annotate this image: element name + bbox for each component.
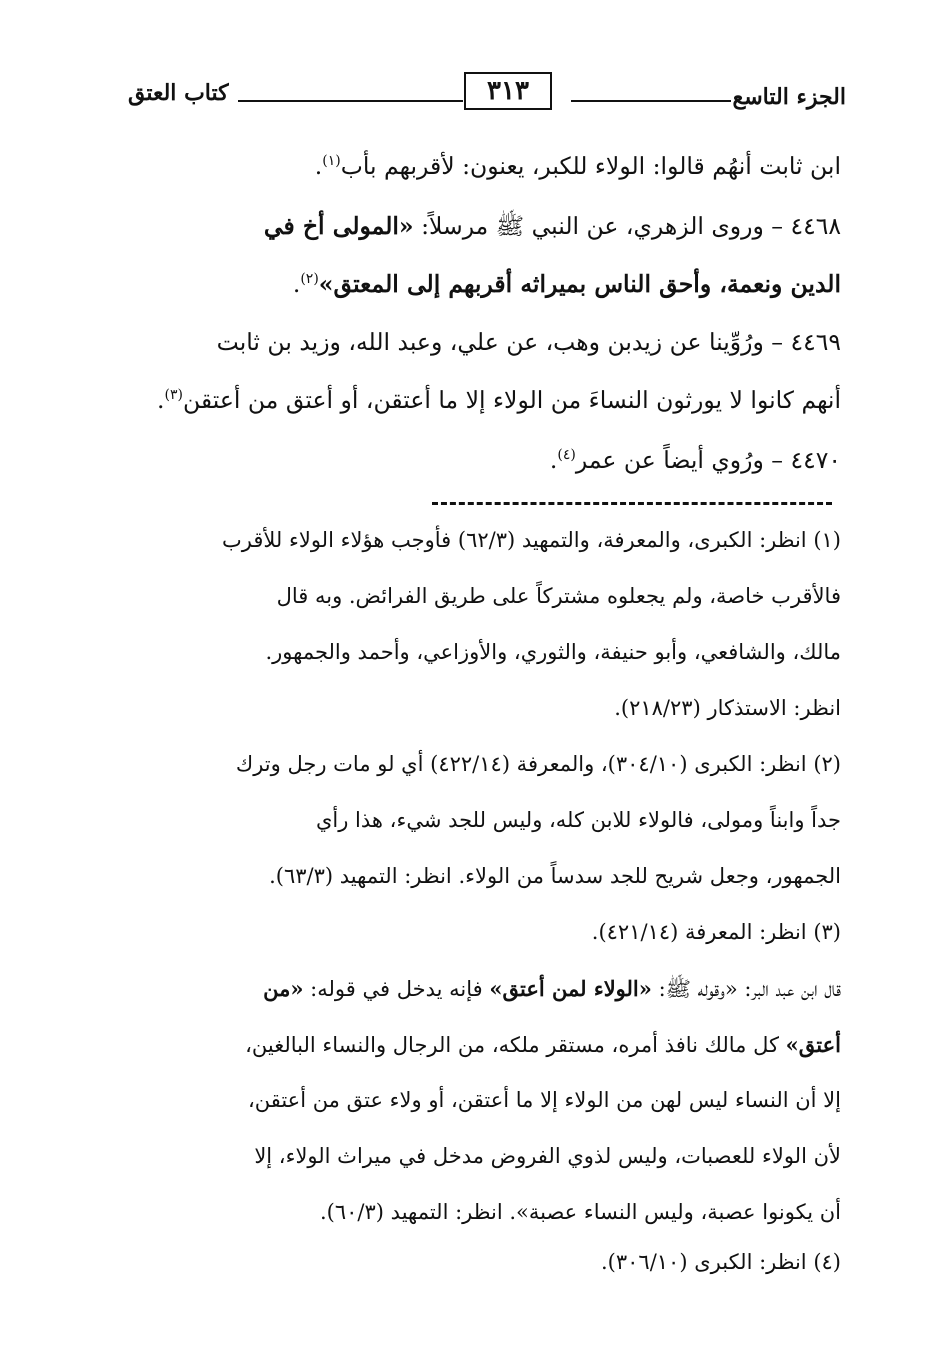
text-span: ابن ثابت أنهُم قالوا: الولاء للكبر، يعنون: لأقربهم بأب (340, 152, 841, 180)
text-span: فإنه يدخل في قوله: (303, 977, 490, 1001)
footnote-line: أن يكونوا عصبة، وليس النساء عصبة». انظر: التمهيد (٦٠/٣). (320, 1200, 841, 1224)
footnote-line (245, 1032, 841, 1057)
footnote-line: انظر: الاستذكار (٢١٨/٢٣). (614, 696, 841, 720)
text-span: قال ابن عبد البر: «وقوله ﷺ: (651, 977, 841, 1001)
footnote-line: فالأقرب خاصة، ولم يجعلوه مشتركاً على طريق الفرائض. وبه قال (276, 584, 841, 608)
footnote-4: (٤) انظر: الكبرى (٣٠٦/١٠). (600, 1250, 841, 1274)
text-span: ٤٤٦٩ – ورُوِّينا عن زيدبن وهب، عن علي، وعبد الله، وزيد بن ثابت (216, 328, 841, 356)
footnote-line: لأن الولاء للعصبات، وليس لذوي الفروض مدخل في ميراث الولاء، إلا (254, 1144, 841, 1168)
text-span: كل مالك نافذ أمره، مستقر ملكه، من الرجال والنساء البالغين، (245, 1033, 786, 1057)
hadith-4470-line: ٤٤٧٠ – ورُوي أيضاً عن عمر$^{(٤)}$. (549, 446, 841, 474)
footnote-line: مالك، والشافعي، وأبو حنيفة، والثوري، والأوزاعي، وأحمد والجمهور. (265, 640, 841, 664)
hadith-quote: «الولاء لمن أعتق» (489, 976, 652, 1001)
footnote-3: (٣) انظر: المعرفة (٤٢١/١٤). (591, 920, 841, 944)
text-span: أنهم كانوا لا يورثون النساءَ من الولاء إلا ما أعتقن، أو أعتق من أعتقن (183, 386, 841, 414)
footnote-2: (٢) انظر: الكبرى (٣٠٤/١٠)، والمعرفة (٤٢٢/١٤) أي لو مات رجل وترك (235, 752, 841, 776)
footnote-line: إلا أن النساء ليس لهن من الولاء إلا ما أعتقن، أو ولاء عتق من أعتقن، (247, 1088, 841, 1112)
text-line: أنهم كانوا لا يورثون النساءَ من الولاء إلا ما أعتقن، أو أعتق من أعتقن$^{(٣)}$. (157, 386, 841, 414)
footnote-ref: (١) (322, 153, 341, 170)
chapter-title: كتاب العتق (128, 80, 229, 106)
footnote-separator (432, 502, 832, 505)
text-line: ابن ثابت أنهُم قالوا: الولاء للكبر، يعنون: لأقربهم بأب$^{(١)}$. (314, 152, 841, 180)
footnote-ref: (٢) (300, 271, 319, 288)
hadith-quote: الدين ونعمة، وأحق الناس بميراثه أقربهم إلى المعتق» (318, 270, 841, 298)
header-rule-left (238, 100, 463, 102)
hadith-quote: «من (263, 976, 304, 1001)
hadith-quote: «المولى أخ في (263, 212, 414, 240)
footnote-ref: (٤) (557, 447, 576, 464)
hadith-4469-line (217, 328, 841, 356)
text-span: ٤٤٦٨ – وروى الزهري، عن النبي ﷺ مرسلاً: (413, 212, 841, 240)
footnote-line: جداً وابناً ومولى، فالولاء للابن كله، وليس للجد شيء، هذا رأي (315, 808, 841, 832)
footnote-line (263, 976, 841, 1007)
text-span: ٤٤٧٠ – ورُوي أيضاً عن عمر (575, 446, 841, 474)
footnote-ref: (٣) (164, 387, 183, 404)
page-header (128, 70, 846, 116)
text-line: الدين ونعمة، وأحق الناس بميراثه أقربهم إلى المعتق»$^{(٢)}$. (292, 270, 841, 298)
footnotes (128, 520, 841, 1280)
hadith-quote: أعتق» (785, 1032, 841, 1057)
volume-label: الجزء التاسع (732, 84, 846, 110)
footnote-line: الجمهور، وجعل شريح للجد سدساً من الولاء. انظر: التمهيد (٦٣/٣). (269, 864, 841, 888)
page-number: ٣١٣ (464, 72, 552, 110)
main-text (128, 140, 841, 510)
header-rule-right (571, 100, 731, 102)
hadith-4468-line (264, 212, 841, 246)
footnote-1: (١) انظر: الكبرى، والمعرفة، والتمهيد (٦٢/٣) فأوجب هؤلاء الولاء للأقرب (221, 528, 841, 552)
